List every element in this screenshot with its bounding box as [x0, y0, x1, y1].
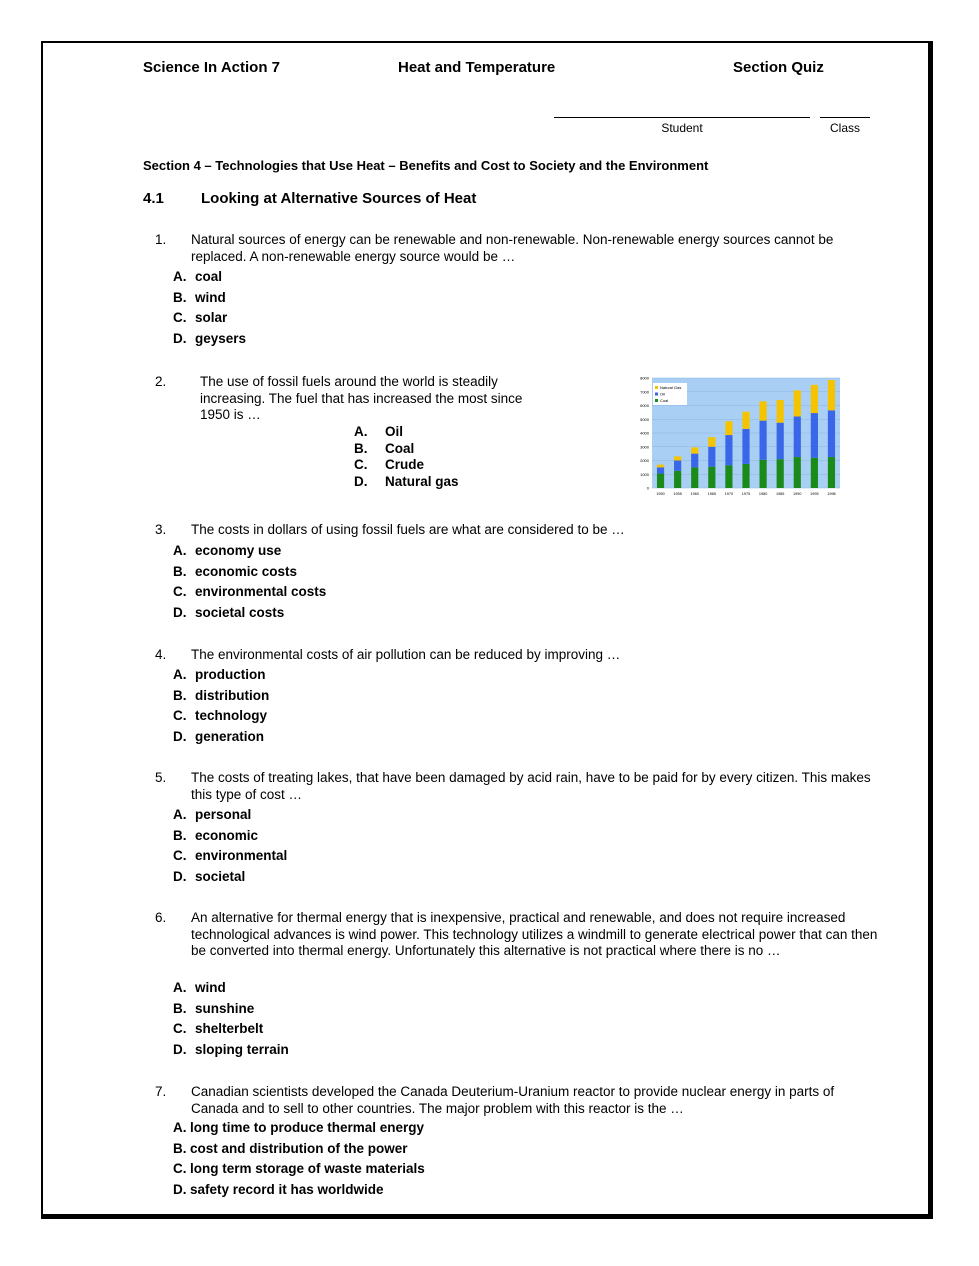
- bar-natural-gas: [657, 465, 664, 468]
- option-a[interactable]: A. wind: [173, 980, 226, 995]
- option-d[interactable]: D. generation: [173, 729, 265, 745]
- option-b[interactable]: B. sunshine: [173, 1000, 255, 1016]
- option-b[interactable]: B. economic costs: [173, 563, 298, 579]
- svg-text:1990: 1990: [793, 492, 802, 496]
- svg-text:4000: 4000: [640, 430, 649, 436]
- unit-title: Heat and Temperature: [398, 59, 556, 76]
- option-c[interactable]: C. Crude: [354, 457, 425, 472]
- svg-text:1955: 1955: [673, 492, 682, 496]
- option-b[interactable]: B. wind: [173, 289, 226, 305]
- svg-text:5000: 5000: [640, 416, 649, 422]
- option-d[interactable]: D. societal: [173, 869, 246, 885]
- svg-text:7000: 7000: [640, 389, 649, 395]
- subsection-number: 4.1: [143, 190, 164, 207]
- subsection-heading: [143, 190, 476, 207]
- option-a[interactable]: A. long time to produce thermal energy: [173, 1120, 425, 1135]
- svg-text:Oil: Oil: [660, 391, 665, 397]
- options-q3: [173, 541, 326, 624]
- option-a[interactable]: A. economy use: [173, 543, 282, 558]
- bar-oil: [657, 467, 664, 473]
- question-number: 1.: [155, 232, 167, 247]
- bar-coal: [657, 474, 664, 488]
- bar-coal: [794, 457, 801, 488]
- class-label: Class: [829, 121, 860, 135]
- subsection-title: Looking at Alternative Sources of Heat: [201, 190, 477, 207]
- option-b[interactable]: B. cost and distribution of the power: [173, 1140, 408, 1156]
- question-text: Canadian scientists developed the Canada Deuterium-Uranium reactor to provide nuclear energy in parts of Canada and to sell to other countries. The major problem with this reactor is the …: [191, 1084, 835, 1116]
- option-a[interactable]: A. Oil: [354, 424, 404, 439]
- option-c[interactable]: C. long term storage of waste materials: [173, 1161, 425, 1177]
- bar-coal: [777, 459, 784, 488]
- option-c[interactable]: C. environmental costs: [173, 584, 327, 600]
- bar-natural-gas: [708, 437, 715, 447]
- student-line: [554, 117, 810, 118]
- options-q4: [173, 665, 269, 748]
- bar-oil: [760, 421, 767, 460]
- bar-coal: [811, 458, 818, 488]
- question-text: The environmental costs of air pollution can be reduced by improving …: [191, 647, 621, 662]
- bar-natural-gas: [674, 456, 681, 460]
- option-a[interactable]: A. production: [173, 667, 266, 682]
- options-q7: [173, 1118, 425, 1201]
- svg-text:0: 0: [646, 485, 649, 491]
- option-c[interactable]: C. solar: [173, 310, 228, 326]
- student-label: Student: [661, 121, 703, 135]
- quiz-type: Section Quiz: [733, 59, 824, 76]
- question-2: [155, 374, 555, 424]
- question-4: 4. The environmental costs of air pollution can be reduced by improving …: [155, 647, 885, 664]
- option-a[interactable]: A. personal: [173, 807, 252, 822]
- question-number: 2.: [155, 374, 167, 389]
- question-text: Natural sources of energy can be renewable and non-renewable. Non-renewable energy sources cannot be replaced. A non-renewable energy source would be …: [191, 232, 834, 264]
- question-text: The costs of treating lakes, that have been damaged by acid rain, have to be paid for by every citizen. This makes this type of cost …: [191, 770, 871, 802]
- options-q5: [173, 805, 287, 888]
- bar-oil: [828, 410, 835, 457]
- bar-coal: [742, 464, 749, 488]
- bar-coal: [760, 460, 767, 488]
- option-a[interactable]: A. coal: [173, 269, 223, 284]
- bar-natural-gas: [742, 412, 749, 429]
- bar-coal: [691, 467, 698, 488]
- svg-text:Natural Gas: Natural Gas: [660, 385, 682, 390]
- option-c[interactable]: C. environmental: [173, 848, 288, 864]
- option-d[interactable]: D. societal costs: [173, 605, 285, 621]
- svg-text:1995: 1995: [810, 492, 819, 496]
- bar-oil: [708, 447, 715, 467]
- bar-oil: [742, 429, 749, 464]
- question-text: The costs in dollars of using fossil fuels are what are considered to be …: [191, 522, 625, 537]
- bar-oil: [674, 461, 681, 471]
- svg-text:1970: 1970: [724, 492, 734, 496]
- option-d[interactable]: D. sloping terrain: [173, 1042, 289, 1058]
- bar-oil: [777, 423, 784, 459]
- class-line: [820, 117, 870, 118]
- question-5: 5. The costs of treating lakes, that have been damaged by acid rain, have to be paid for by every citizen. This makes this type of cost …: [155, 770, 885, 803]
- svg-text:1975: 1975: [741, 492, 751, 496]
- fossil-fuel-chart: [632, 374, 844, 499]
- bar-natural-gas: [760, 401, 767, 420]
- bar-oil: [794, 417, 801, 458]
- bar-coal: [828, 457, 835, 488]
- option-c[interactable]: C. technology: [173, 708, 268, 724]
- option-b[interactable]: B. economic: [173, 827, 259, 843]
- svg-text:1000: 1000: [640, 471, 649, 477]
- svg-text:1960: 1960: [690, 492, 699, 496]
- option-d[interactable]: D. Natural gas: [354, 473, 459, 489]
- bar-natural-gas: [777, 400, 784, 423]
- question-3: 3. The costs in dollars of using fossil fuels are what are considered to be …: [155, 522, 885, 539]
- question-text: An alternative for thermal energy that is inexpensive, practical and renewable, and does not require increased technological advances is wind power. This technology utilizes a windmill to generate electrical power that can then be converted into thermal energy. Unfortunately this alternative is not practical where there is no …: [191, 910, 878, 958]
- svg-text:1965: 1965: [707, 492, 717, 496]
- option-b[interactable]: B. distribution: [173, 687, 270, 703]
- bar-natural-gas: [691, 447, 698, 453]
- svg-text:1998: 1998: [827, 492, 836, 496]
- question-6: 6. An alternative for thermal energy that is inexpensive, practical and renewable, and does not require increased technological advances is wind power. This technology utilizes a windmill to generate electrical power that can then be converted into thermal energy. Unfortunately this alternative is not practical where there is no …: [155, 910, 885, 960]
- bar-oil: [811, 413, 818, 458]
- option-c[interactable]: C. shelterbelt: [173, 1021, 264, 1037]
- question-text: The use of fossil fuels around the world is steadily increasing. The fuel that has increased the most since 1950 is …: [200, 374, 523, 422]
- options-q6: [173, 978, 289, 1061]
- option-b[interactable]: B. Coal: [354, 440, 415, 456]
- svg-text:1985: 1985: [775, 492, 785, 496]
- course-title: Science In Action 7: [143, 59, 280, 76]
- svg-text:1950: 1950: [656, 492, 665, 496]
- bar-natural-gas: [828, 380, 835, 410]
- svg-text:3000: 3000: [640, 444, 649, 450]
- section-title: Section 4 – Technologies that Use Heat – Benefits and Cost to Society and the Environment: [143, 158, 709, 173]
- bar-coal: [725, 465, 732, 488]
- options-q2: [354, 424, 459, 490]
- bar-coal: [674, 471, 681, 488]
- student-field[interactable]: [554, 117, 810, 135]
- svg-text:1980: 1980: [758, 492, 768, 496]
- svg-text:Coal: Coal: [660, 398, 669, 403]
- question-7: 7. Canadian scientists developed the Canada Deuterium-Uranium reactor to provide nuclear energy in parts of Canada and to sell to other countries. The major problem with this reactor is the …: [155, 1084, 885, 1117]
- svg-text:6000: 6000: [640, 403, 649, 408]
- bar-natural-gas: [725, 421, 732, 435]
- question-1: [155, 232, 885, 265]
- class-field[interactable]: [820, 117, 870, 135]
- bar-coal: [708, 467, 715, 488]
- svg-text:2000: 2000: [640, 458, 649, 463]
- bar-natural-gas: [811, 385, 818, 413]
- svg-text:8000: 8000: [640, 375, 649, 381]
- option-d[interactable]: D. safety record it has worldwide: [173, 1182, 384, 1198]
- bar-oil: [691, 454, 698, 468]
- bar-natural-gas: [794, 390, 801, 416]
- bar-oil: [725, 435, 732, 465]
- option-d[interactable]: D. geysers: [173, 331, 247, 347]
- options-q1: [173, 267, 246, 350]
